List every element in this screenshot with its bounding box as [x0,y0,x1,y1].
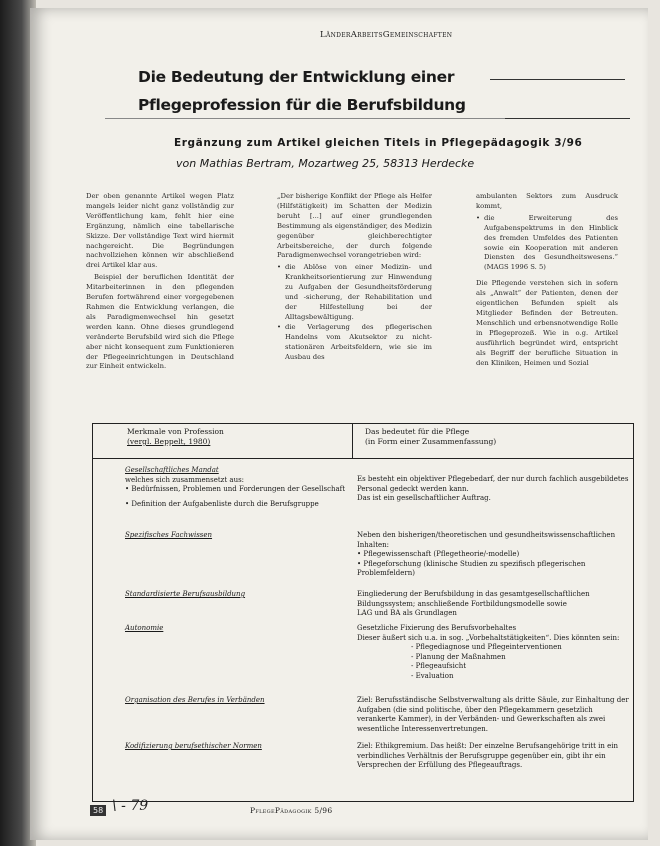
text-column-2 [277,192,432,362]
page-number: 58 [90,805,106,816]
bullet-item: • die Verlagerung des pflegerischen Handelns vom Akutsektor zu nicht-stationären Arbeitsfeldern, wie sie im Ausbau des [285,323,432,363]
table-row-label: Standardisierte Berufsausbildung [125,590,246,598]
table-row-value: Ziel: Berufsständische Selbstverwaltung als dritte Säule, zur Einhaltung der Aufgaben (die sind politische, über den Pflegekammern gesetzlich verankerte Kammer), in der Verbänden- und Gewerkschaften als zwei wesentliche Interessenvertretungen. [357,696,629,733]
profession-table [92,423,634,802]
table-row-value: Neben den bisherigen/theoretischen und gesundheitswissenschaftlichen Inhalten: • Pflegewissenschaft (Pflegetheorie/-modelle) • Pflegeforschung (klinische Studien zu spezifisch pflegerischen Problemfeldern) [357,531,616,578]
paragraph: Die Pflegende verstehen sich in sofern als „Anwalt“ der Patienten, denen der eigentlichen Befunden spielt als Mitglieder Befinden der Betreuten. Menschlich und erbensnotwendige Rolle in Pflegeprozeß. Wie in o.g. Artikel ausführlich begründet wird, entspricht als Begriff der berufliche Situation in den Kliniken, Heimen und Sozial [476,279,618,367]
table-header-left: Merkmale von Profession (vergl. Beppelt, 1980) [127,427,224,446]
table-row-label: Autonomie [125,624,164,632]
bullet-list [277,263,432,362]
table-row-label: Kodifizierung berufsethischer Normen [125,742,262,750]
table-row-value: Eingliederung der Berufsbildung in das gesamtgesellschaftlichen Bildungssystem; anschließende Fortbildungsmodelle sowie LAG und BA als Grundlagen [357,590,590,618]
bullet-item: • die Erweiterung des Aufgabenspektrums in den Hinblick des fremden Umfeldes des Patienten sowie ein Kooperation mit anderen Diensten des Gesundheitswesens.“ (MAGS 1996 S. 5) [484,214,618,273]
table-row-label: Gesellschaftliches Mandat welches sich zusammensetzt aus: • Bedürfnissen, Problemen und Forderungen der Gesellschaft • Definition der Aufgabenliste durch die Berufsgruppe [125,466,346,508]
table-header-right: Das bedeutet für die Pflege (in Form einer Zusammenfassung) [365,427,497,446]
paragraph: Beispiel der beruflichen Identität der Mitarbeiterinnen in den pflegenden Berufen fortwährend einer vorgegebenen Rahmen die Entwicklung verlangen, die als Paradigmenwechsel hin gesetzt werden kann. Ohne dieses grundlegend veränderte Berufsbild wird sich die Pflege aber nicht konsequent zum Funktionieren der Pflegeeinrichtungen in Deutschland zur Einheit entwickeln. [86,273,234,371]
running-head: LänderArbeitsGemeinschaften [320,30,453,40]
table-row-value: Es besteht ein objektiver Pflegebedarf, der nur durch fachlich ausgebildetes Personal gedeckt werden kann. Das ist ein gesellschaftlicher Auftrag. [357,475,629,503]
title-rule-bottom-right [505,118,630,119]
journal-footer: PflegePädagogik 5/96 [250,806,333,815]
table-row-value: Ziel: Ethikgremium. Das heißt: Der einzelne Berufsangehörige tritt in ein verbindliches Verhältnis der Berufsgruppe gegenüber ein, gibt ihr ein Versprechen der Erfüllung des Pflegeauftrags. [357,742,619,770]
title-rule-bottom-left [105,118,505,119]
text-column-3 [476,192,618,370]
paragraph: „Der bisherige Konflikt der Pflege als Helfer (Hilfstätigkeit) im Schatten der Medizin beruht [...] auf einer grundlegenden Bestimmung als eigenständiger, des Medizin gegenüber gleichberechtigter Arbeitsbereiche, der durch folgende Paradigmenwechsel vorangetrieben wird: [277,192,432,260]
bullet-list [476,214,618,273]
subtitle: Ergänzung zum Artikel gleichen Titels in Pflegepädagogik 3/96 [174,137,583,149]
table-row-label: Spezifisches Fachwissen [125,531,213,539]
table-row-value: Gesetzliche Fixierung des Berufsvorbehaltes Dieser äußert sich u.a. in sog. „Vorbehaltstätigkeiten“. Dies könnten sein: - Pflegediagnose und Pflegeinterventionen - Planung der Maßnahmen - Pflegeaufsicht - Evaluation [357,624,620,680]
table-row-label: Organisation des Berufes in Verbänden [125,696,265,704]
paragraph: Der oben genannte Artikel wegen Platz mangels leider nicht ganz vollständig zur Veröffentlichung kam, fehlt hier eine Ergänzung, nämlich eine tabellarische Skizze. Der vollständige Text wird hiermit nachgereicht. Die Begründungen nachvollziehen können wir abschließend drei Artikel klar aus. [86,192,234,270]
table-header-divider [93,458,633,459]
author-line: von Mathias Bertram, Mozartweg 25, 58313 Herdecke [176,157,475,170]
paragraph: ambulanten Sektors zum Ausdruck kommt, [476,192,618,210]
text-column-1 [86,192,234,374]
title-line-2: Pflegeprofession für die Berufsbildung [138,96,466,114]
table-header-column-divider [352,424,353,458]
title-rule-top [490,79,625,80]
handwritten-mark: \ - 79 [112,798,149,814]
bullet-item: • die Ablöse von einer Medizin- und Krankheitsorientierung zur Hinwendung zu Aufgaben der Gesundheitsförderung und -sicherung, der Rehabilitation und der Hilfestellung bei der Alltagsbewältigung. [285,263,432,322]
title-line-1: Die Bedeutung der Entwicklung einer [138,68,455,86]
